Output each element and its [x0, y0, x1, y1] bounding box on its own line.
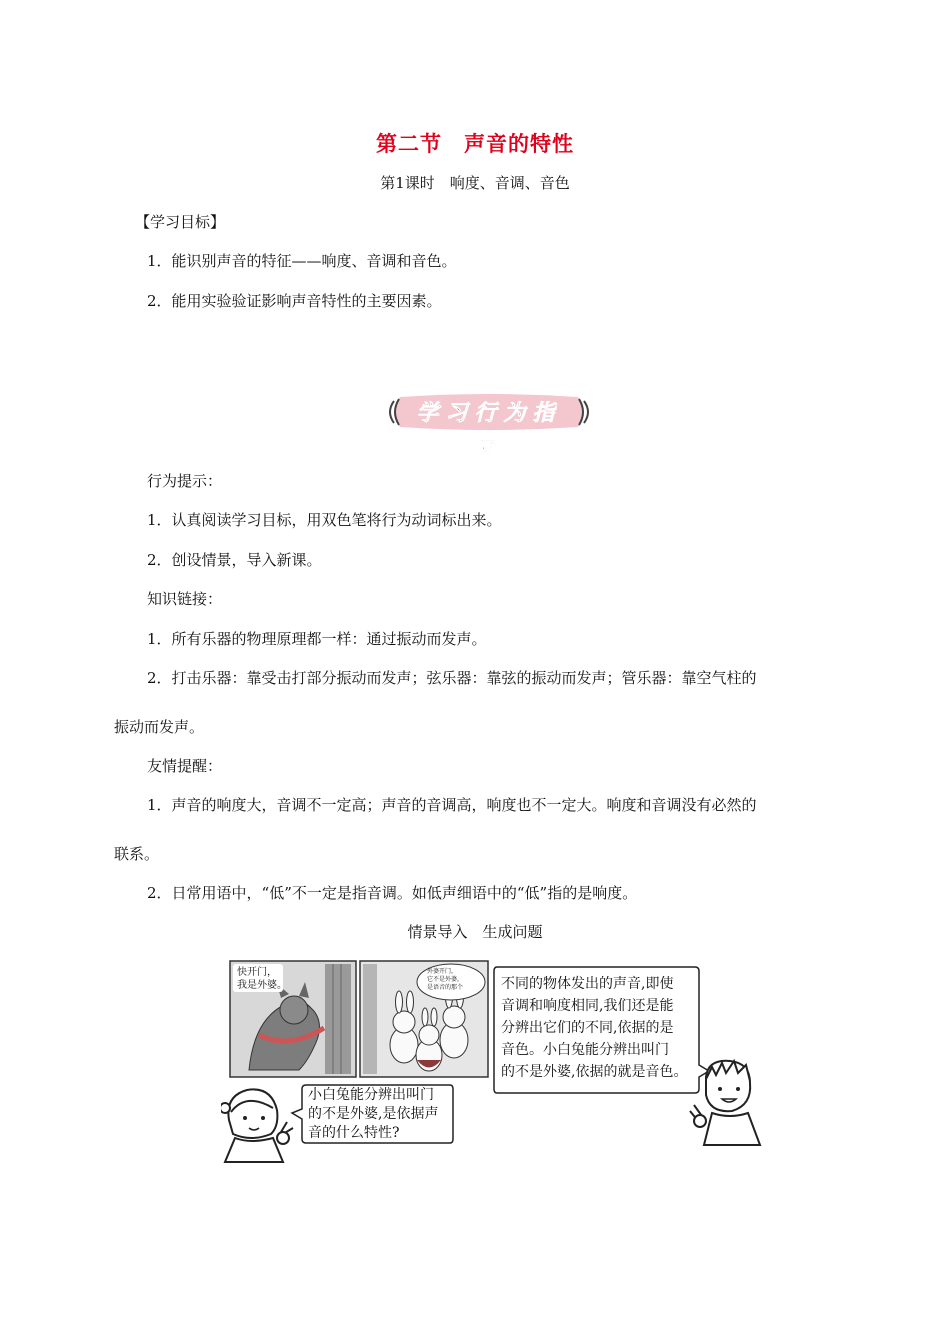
reminder-heading: 友情提醒：	[147, 757, 223, 775]
behavior-heading: 行为提示：	[147, 472, 223, 490]
behavior-item-1: 1．认真阅读学习目标，用双色笔将行为动词标出来。	[147, 511, 502, 529]
boy-icon	[688, 1055, 766, 1147]
reminder-item-1-line-2: 联系。	[114, 845, 160, 863]
boy-bubble-line: 的不是外婆,依据的就是音色。	[501, 1064, 688, 1080]
knowledge-item-1: 1．所有乐器的物理原理都一样：通过振动而发声。	[147, 630, 487, 648]
wolf-speech	[237, 966, 287, 992]
knowledge-item-2-line-2: 振动而发声。	[114, 718, 205, 736]
objective-item-1: 1．能识别声音的特征——响度、音调和音色。	[147, 252, 457, 270]
boy-bubble-line: 音调和响度相同,我们还是能	[501, 998, 674, 1014]
wolf-speech-line: 我是外婆。	[237, 980, 287, 991]
wolf-speech-line: 快开门，	[237, 967, 277, 978]
girl-bubble-line: 音的什么特性?	[308, 1125, 400, 1141]
boy-speech-bubble	[493, 965, 713, 1096]
rabbit-speech-line: 外婆开门，	[427, 968, 458, 975]
girl-bubble-line: 小白兔能分辨出叫门	[308, 1087, 434, 1103]
rabbit-speech	[427, 968, 463, 992]
rabbit-speech-line: 是语音的那个	[427, 984, 464, 991]
knowledge-item-2-line-1: 2．打击乐器：靠受击打部分振动而发声；弦乐器：靠弦的振动而发声；管乐器：靠空气柱的	[147, 669, 757, 687]
boy-bubble-line: 分辨出它们的不同,依据的是	[501, 1020, 674, 1036]
study-guidance-banner	[386, 393, 592, 457]
lesson-subtitle: 第1课时 响度、音调、音色	[380, 174, 570, 192]
boy-character	[688, 1055, 766, 1147]
objective-item-2: 2．能用实验验证影响声音特性的主要因素。	[147, 292, 442, 310]
knowledge-heading: 知识链接：	[147, 590, 223, 608]
reminder-item-2: 2．日常用语中，“低”不一定是指音调。如低声细语中的“低”指的是响度。	[147, 884, 638, 902]
reminder-item-1-line-1: 1．声音的响度大，音调不一定高；声音的音调高，响度也不一定大。响度和音调没有必然的	[147, 796, 757, 814]
page-title: 第二节 声音的特性	[376, 131, 574, 156]
girl-bubble-line: 的不是外婆,是依据声	[308, 1106, 439, 1122]
girl-icon	[221, 1082, 301, 1164]
banner-label: 学习行为指导	[416, 401, 562, 457]
objectives-heading: 【学习目标】	[135, 213, 226, 231]
scene-heading: 情景导入 生成问题	[407, 923, 543, 941]
boy-bubble-line: 音色。小白兔能分辨出叫门	[501, 1042, 669, 1058]
girl-speech-bubble	[290, 1083, 455, 1145]
rabbit-speech-line: 它不是外婆，	[427, 976, 464, 983]
boy-bubble-line: 不同的物体发出的声音,即使	[501, 976, 674, 992]
behavior-item-2: 2．创设情景，导入新课。	[147, 551, 322, 569]
comic-strip	[229, 960, 489, 1078]
girl-character	[221, 1082, 301, 1164]
